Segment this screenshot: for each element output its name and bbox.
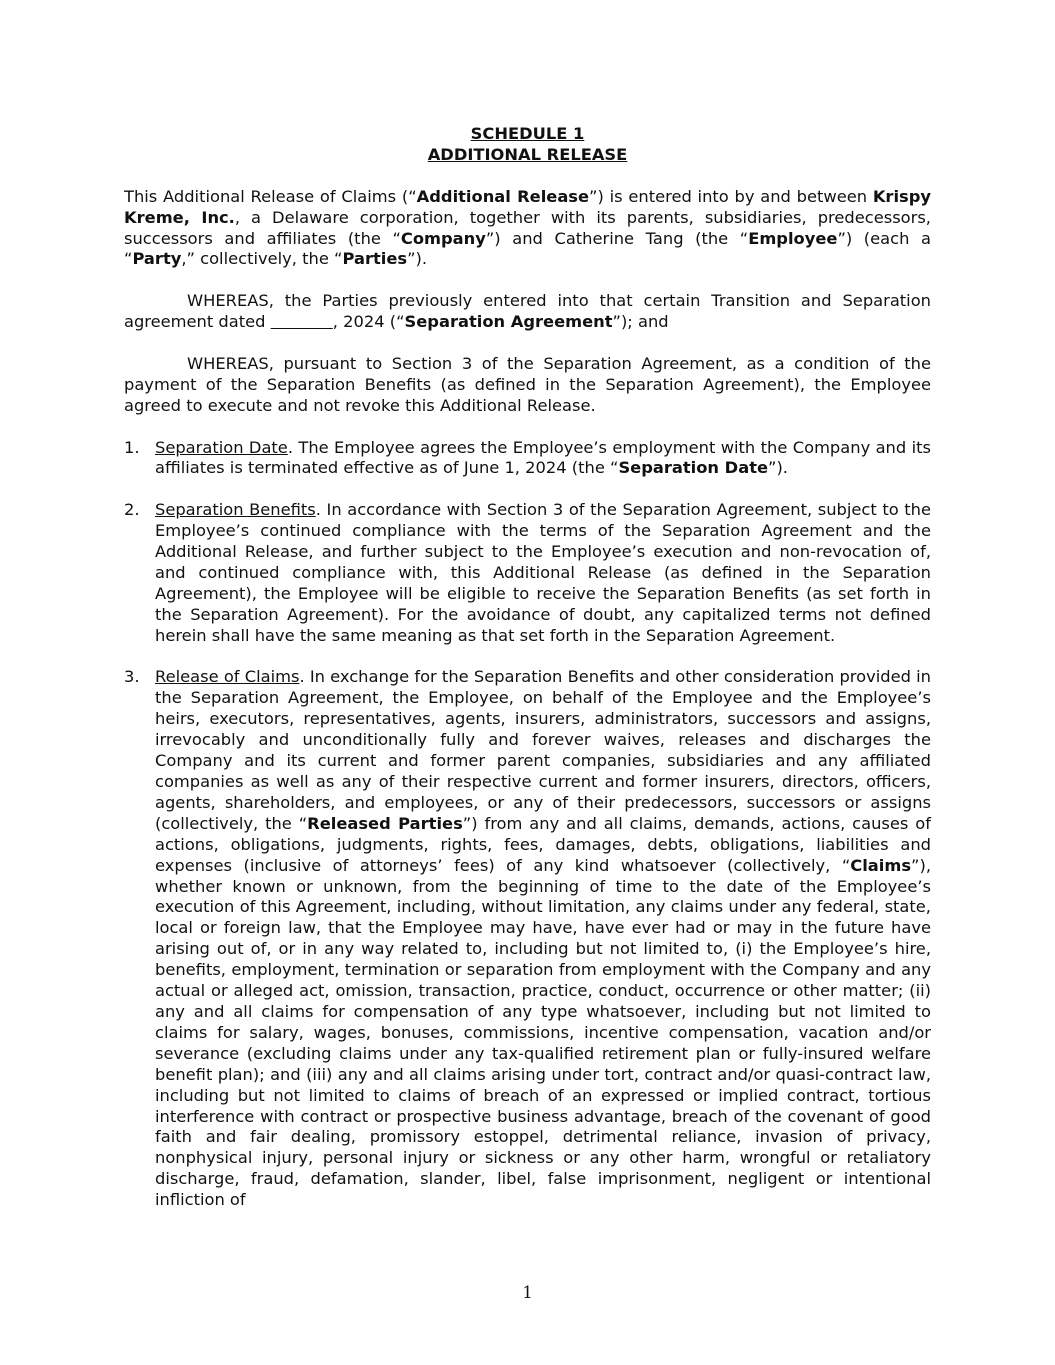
section-heading: Separation Benefits [155, 500, 316, 520]
section-release-of-claims: 3. Release of Claims. In exchange for the Separation Benefits and other consideration provided in the Separation Agreement, the Employee, on behalf of the Employee and the Employee’s heirs, executors, representatives, agents, insurers, administrators, successors and assigns, irrevocably and unconditionally fully and forever waives, releases and discharges the Company and its current and former parent companies, subsidiaries and any affiliated companies as well as any of their respective current and former insurers, directors, officers, agents, shareholders, and employees, or any of their predecessors, successors or assigns (collectively, the “Released Parties”) from any and all claims, demands, actions, causes of actions, obligations, judgments, rights, fees, damages, debts, obligations, liabilities and expenses (inclusive of attorneys’ fees) of any kind whatsoever (collectively, “Claims”), whether known or unknown, from the beginning of time to the date of the Employee’s execution of this Agreement, including, without limitation, any claims under any federal, state, local or foreign law, that the Employee may have, have ever had or may in the future have arising out of, or in any way related to, including but not limited to, (i) the Employee’s hire, benefits, employment, termination or separation from employment with the Company and any actual or alleged act, omission, transaction, practice, conduct, occurrence or other matter; (ii) any and all claims for compensation of any type whatsoever, including but not limited to claims for salary, wages, bonuses, commissions, incentive compensation, vacation and/or severance (excluding claims under any tax-qualified retirement plan or fully-insured welfare benefit plan); and (iii) any and all claims arising under tort, contract and/or quasi-contract law, including but not limited to claims of breach of an expressed or implied contract, tortious interference with contract or prospective business advantage, breach of the covenant of good faith and fair dealing, promissory estoppel, detrimental reliance, invasion of privacy, nonphysical injury, personal injury or sickness or any other harm, wrongful or retaliatory discharge, fraud, defamation, slander, libel, false imprisonment, negligent or intentional infliction of [124, 667, 932, 1210]
date-blank [271, 312, 333, 331]
section-separation-benefits: 2. Separation Benefits. In accordance with Section 3 of the Separation Agreement, subject to the Employee’s continued compliance with the terms of the Separation Agreement and the Additional Release, and further subject to the Employee’s execution and non-revocation of, and continued compliance with, this Additional Release (as defined in the Separation Agreement), the Employee will be eligible to receive the Separation Benefits (as set forth in the Separation Agreement). For the avoidance of doubt, any capitalized terms not defined herein shall have the same meaning as that set forth in the Separation Agreement. [124, 500, 932, 645]
whereas-paragraph-1: WHEREAS, the Parties previously entered into that certain Transition and Separation agreement dated , 2024 (“Separation Agreement”); and [124, 291, 931, 332]
page-number: 1 [522, 1283, 533, 1302]
section-number: 2. [124, 500, 140, 520]
section-heading: Separation Date [155, 437, 288, 457]
section-separation-date: 1. Separation Date. The Employee agrees the Employee’s employment with the Company and its affiliates is terminated effective as of June 1, 2024 (the “Separation Date”). [124, 437, 931, 478]
section-number: 1. [124, 437, 140, 457]
schedule-heading: SCHEDULE 1 [470, 124, 585, 143]
document-title: ADDITIONAL RELEASE [427, 144, 628, 164]
document-page [124, 124, 931, 1211]
whereas-paragraph-2: WHEREAS, pursuant to Section 3 of the Separation Agreement, as a condition of the payment of the Separation Benefits (as defined in the Separation Agreement), the Employee agreed to execute and not revoke this Additional Release. [124, 353, 931, 415]
section-heading: Release of Claims [155, 667, 300, 687]
section-number: 3. [124, 667, 140, 687]
intro-paragraph: This Additional Release of Claims (“Additional Release”) is entered into by and between Krispy Kreme, Inc., a Delaware corporation, together with its parents, subsidiaries, predecessors, successors and affiliates (the “Company”) and Catherine Tang (the “Employee”) (each a “Party,” collectively, the “Parties”). [124, 186, 931, 269]
